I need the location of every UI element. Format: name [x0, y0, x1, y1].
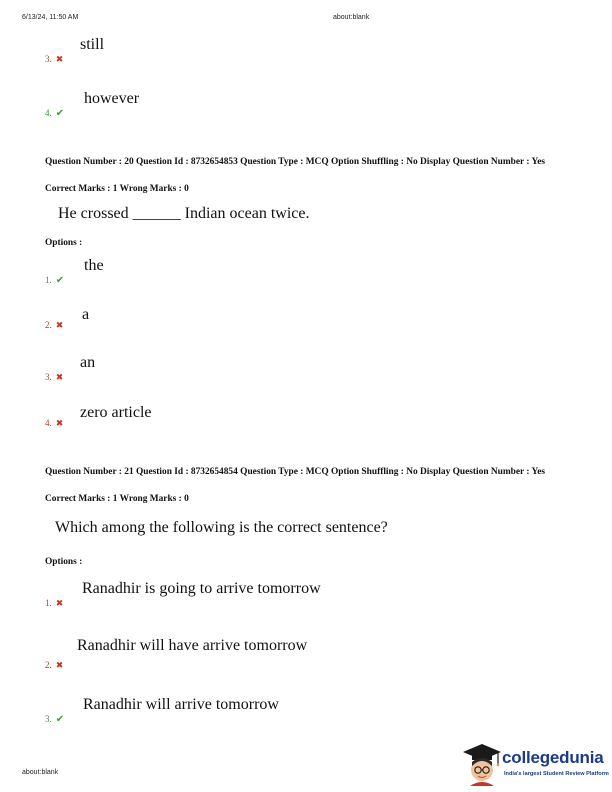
check-icon: ✔ [55, 714, 65, 725]
logo-tagline: India's largest Student Review Platform [504, 771, 609, 777]
q20-option-1-text: the [84, 257, 104, 274]
q21-option-1-text: Ranadhir is going to arrive tomorrow [82, 580, 321, 597]
q20-marks: Correct Marks : 1 Wrong Marks : 0 [45, 184, 189, 194]
q20-question-text: He crossed ______ Indian ocean twice. [58, 205, 310, 222]
collegedunia-logo [462, 742, 610, 788]
q21-marks: Correct Marks : 1 Wrong Marks : 0 [45, 494, 189, 504]
q21-option-3-number: 3. ✔ [45, 714, 65, 725]
q20-option-3-text: an [80, 354, 96, 371]
q20-option-3-number: 3. ✖ [45, 372, 64, 382]
prev-option-4-number: 4. ✔ [45, 108, 65, 119]
cross-icon: ✖ [55, 54, 64, 64]
print-url: about:blank [333, 14, 370, 21]
prev-option-4-text: however [84, 90, 140, 107]
logo-name: collegedunia [502, 748, 604, 767]
q20-meta: Question Number : 20 Question Id : 8732654853 Question Type : MCQ Option Shuffling : No Display Question Number : Yes [45, 157, 546, 167]
check-icon: ✔ [55, 108, 65, 119]
q20-options-label: Options : [45, 238, 83, 248]
q21-question-text: Which among the following is the correct sentence? [55, 519, 388, 536]
cross-icon: ✖ [55, 418, 64, 428]
q21-option-2-number: 2. ✖ [45, 660, 64, 670]
q21-option-2-text: Ranadhir will have arrive tomorrow [77, 637, 308, 654]
footer-url: about:blank [22, 769, 59, 776]
q21-options-label: Options : [45, 557, 83, 567]
check-icon: ✔ [55, 275, 65, 286]
cross-icon: ✖ [55, 598, 64, 608]
q20-option-4-number: 4. ✖ [45, 418, 64, 428]
q20-option-4-text: zero article [80, 404, 152, 421]
q20-option-1-number: 1. ✔ [45, 275, 65, 286]
prev-option-3-text: still [80, 36, 105, 53]
print-datetime: 6/13/24, 11:50 AM [22, 14, 79, 21]
cross-icon: ✖ [55, 372, 64, 382]
prev-option-3-number: 3. ✖ [45, 54, 64, 64]
cross-icon: ✖ [55, 660, 64, 670]
q21-option-1-number: 1. ✖ [45, 598, 64, 608]
q20-option-2-text: a [82, 306, 90, 323]
q21-option-3-text: Ranadhir will arrive tomorrow [83, 696, 279, 713]
cross-icon: ✖ [55, 320, 64, 330]
q21-meta: Question Number : 21 Question Id : 8732654854 Question Type : MCQ Option Shuffling : No Display Question Number : Yes [45, 467, 546, 477]
graduate-cap-icon [462, 742, 502, 786]
q20-option-2-number: 2. ✖ [45, 320, 64, 330]
